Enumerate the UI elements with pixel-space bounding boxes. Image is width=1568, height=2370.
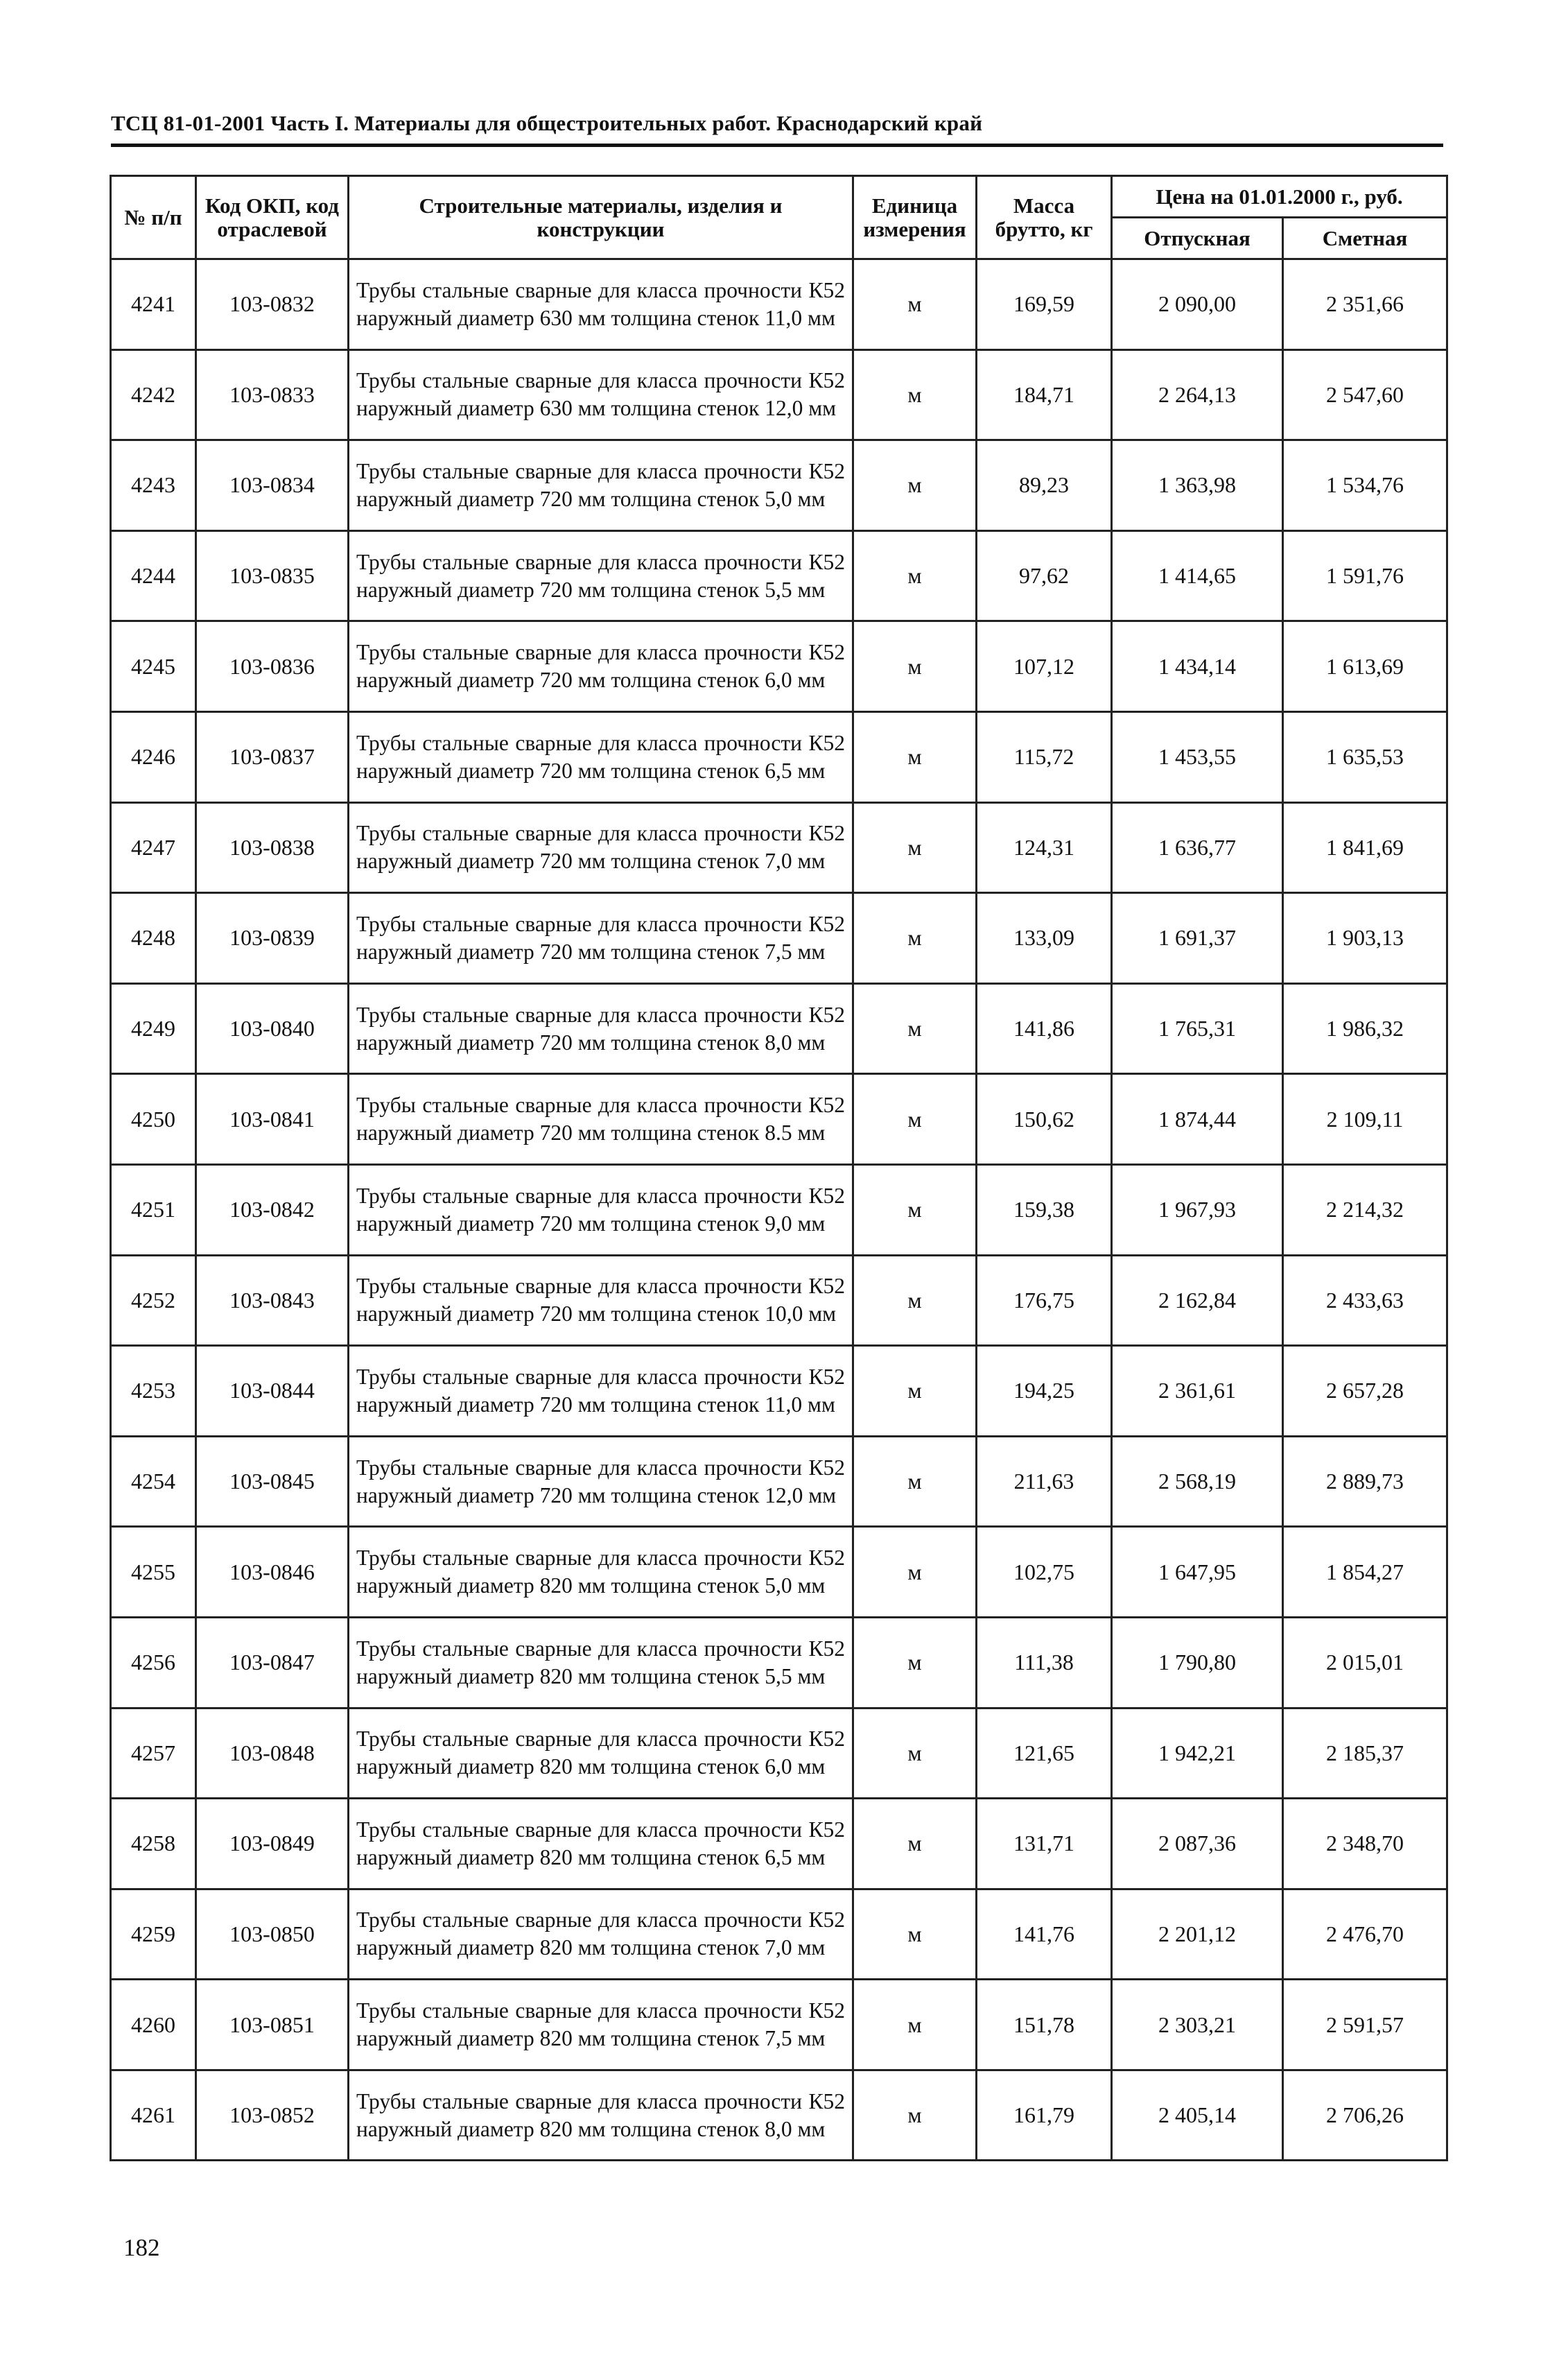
- row-number: 4254: [111, 1436, 196, 1527]
- estimate-price: 2 657,28: [1283, 1346, 1447, 1437]
- row-number: 4257: [111, 1708, 196, 1799]
- table-row: [111, 1436, 1447, 1527]
- row-number: 4260: [111, 1980, 196, 2070]
- gross-mass: 121,65: [977, 1708, 1112, 1799]
- estimate-price: 2 351,66: [1283, 259, 1447, 350]
- unit-of-measure: м: [853, 1799, 977, 1889]
- row-number: 4253: [111, 1346, 196, 1437]
- table-row: [111, 1799, 1447, 1889]
- okp-code: 103-0835: [196, 530, 349, 621]
- okp-code: 103-0832: [196, 259, 349, 350]
- release-price: 2 405,14: [1112, 2070, 1283, 2161]
- unit-of-measure: м: [853, 621, 977, 712]
- release-price: 2 090,00: [1112, 259, 1283, 350]
- table-row: [111, 1527, 1447, 1618]
- okp-code: 103-0833: [196, 349, 349, 440]
- gross-mass: 124,31: [977, 802, 1112, 893]
- gross-mass: 97,62: [977, 530, 1112, 621]
- row-number: 4245: [111, 621, 196, 712]
- gross-mass: 169,59: [977, 259, 1112, 350]
- table-row: [111, 802, 1447, 893]
- estimate-price: 1 635,53: [1283, 711, 1447, 802]
- row-number: 4246: [111, 711, 196, 802]
- col-header-num: № п/п: [111, 176, 196, 259]
- col-header-price-group: Цена на 01.01.2000 г., руб.: [1112, 176, 1447, 218]
- material-description: Трубы стальные сварные для класса прочности К52 наружный диаметр 820 мм толщина стенок 5,0 мм: [349, 1527, 853, 1618]
- material-description: Трубы стальные сварные для класса прочности К52 наружный диаметр 630 мм толщина стенок 11,0 мм: [349, 259, 853, 350]
- material-description: Трубы стальные сварные для класса прочности К52 наружный диаметр 720 мм толщина стенок 10,0 мм: [349, 1255, 853, 1346]
- material-description: Трубы стальные сварные для класса прочности К52 наружный диаметр 820 мм толщина стенок 7,5 мм: [349, 1980, 853, 2070]
- material-description: Трубы стальные сварные для класса прочности К52 наружный диаметр 820 мм толщина стенок 6,0 мм: [349, 1708, 853, 1799]
- okp-code: 103-0839: [196, 893, 349, 984]
- col-header-code: Код ОКП, код отраслевой: [196, 176, 349, 259]
- table-row: [111, 1889, 1447, 1980]
- estimate-price: 2 433,63: [1283, 1255, 1447, 1346]
- estimate-price: 2 889,73: [1283, 1436, 1447, 1527]
- unit-of-measure: м: [853, 259, 977, 350]
- release-price: 2 264,13: [1112, 349, 1283, 440]
- page-number: 182: [123, 2234, 160, 2261]
- gross-mass: 133,09: [977, 893, 1112, 984]
- release-price: 1 942,21: [1112, 1708, 1283, 1799]
- estimate-price: 1 591,76: [1283, 530, 1447, 621]
- release-price: 1 434,14: [1112, 621, 1283, 712]
- row-number: 4252: [111, 1255, 196, 1346]
- row-number: 4244: [111, 530, 196, 621]
- gross-mass: 159,38: [977, 1164, 1112, 1255]
- okp-code: 103-0834: [196, 440, 349, 531]
- release-price: 2 162,84: [1112, 1255, 1283, 1346]
- okp-code: 103-0849: [196, 1799, 349, 1889]
- estimate-price: 1 534,76: [1283, 440, 1447, 531]
- unit-of-measure: м: [853, 1346, 977, 1437]
- table-row: [111, 1346, 1447, 1437]
- row-number: 4255: [111, 1527, 196, 1618]
- estimate-price: 2 476,70: [1283, 1889, 1447, 1980]
- unit-of-measure: м: [853, 1164, 977, 1255]
- release-price: 2 201,12: [1112, 1889, 1283, 1980]
- okp-code: 103-0840: [196, 983, 349, 1074]
- material-description: Трубы стальные сварные для класса прочности К52 наружный диаметр 720 мм толщина стенок 11,0 мм: [349, 1346, 853, 1437]
- unit-of-measure: м: [853, 530, 977, 621]
- row-number: 4256: [111, 1617, 196, 1708]
- release-price: 1 874,44: [1112, 1074, 1283, 1165]
- material-description: Трубы стальные сварные для класса прочности К52 наружный диаметр 630 мм толщина стенок 12,0 мм: [349, 349, 853, 440]
- material-description: Трубы стальные сварные для класса прочности К52 наружный диаметр 820 мм толщина стенок 5,5 мм: [349, 1617, 853, 1708]
- unit-of-measure: м: [853, 1436, 977, 1527]
- release-price: 1 453,55: [1112, 711, 1283, 802]
- gross-mass: 211,63: [977, 1436, 1112, 1527]
- unit-of-measure: м: [853, 802, 977, 893]
- gross-mass: 141,86: [977, 983, 1112, 1074]
- release-price: 1 765,31: [1112, 983, 1283, 1074]
- gross-mass: 150,62: [977, 1074, 1112, 1165]
- estimate-price: 1 986,32: [1283, 983, 1447, 1074]
- col-header-price-estimate: Сметная: [1283, 218, 1447, 259]
- gross-mass: 89,23: [977, 440, 1112, 531]
- table-row: [111, 1074, 1447, 1165]
- row-number: 4250: [111, 1074, 196, 1165]
- release-price: 1 647,95: [1112, 1527, 1283, 1618]
- material-description: Трубы стальные сварные для класса прочности К52 наружный диаметр 720 мм толщина стенок 6,0 мм: [349, 621, 853, 712]
- table-row: [111, 259, 1447, 350]
- estimate-price: 1 854,27: [1283, 1527, 1447, 1618]
- estimate-price: 2 214,32: [1283, 1164, 1447, 1255]
- unit-of-measure: м: [853, 893, 977, 984]
- estimate-price: 2 015,01: [1283, 1617, 1447, 1708]
- row-number: 4241: [111, 259, 196, 350]
- release-price: 1 967,93: [1112, 1164, 1283, 1255]
- unit-of-measure: м: [853, 349, 977, 440]
- table-row: [111, 711, 1447, 802]
- release-price: 1 414,65: [1112, 530, 1283, 621]
- unit-of-measure: м: [853, 1708, 977, 1799]
- col-header-name: Строительные материалы, изделия и конструкции: [349, 176, 853, 259]
- gross-mass: 194,25: [977, 1346, 1112, 1437]
- gross-mass: 107,12: [977, 621, 1112, 712]
- material-description: Трубы стальные сварные для класса прочности К52 наружный диаметр 720 мм толщина стенок 7,0 мм: [349, 802, 853, 893]
- release-price: 2 303,21: [1112, 1980, 1283, 2070]
- okp-code: 103-0838: [196, 802, 349, 893]
- okp-code: 103-0848: [196, 1708, 349, 1799]
- estimate-price: 2 547,60: [1283, 349, 1447, 440]
- row-number: 4242: [111, 349, 196, 440]
- estimate-price: 2 706,26: [1283, 2070, 1447, 2161]
- row-number: 4261: [111, 2070, 196, 2161]
- table-row: [111, 440, 1447, 531]
- material-description: Трубы стальные сварные для класса прочности К52 наружный диаметр 720 мм толщина стенок 5,5 мм: [349, 530, 853, 621]
- okp-code: 103-0837: [196, 711, 349, 802]
- gross-mass: 111,38: [977, 1617, 1112, 1708]
- col-header-unit: Единица измерения: [853, 176, 977, 259]
- okp-code: 103-0836: [196, 621, 349, 712]
- estimate-price: 2 185,37: [1283, 1708, 1447, 1799]
- release-price: 2 361,61: [1112, 1346, 1283, 1437]
- okp-code: 103-0842: [196, 1164, 349, 1255]
- estimate-price: 1 613,69: [1283, 621, 1447, 712]
- okp-code: 103-0851: [196, 1980, 349, 2070]
- table-row: [111, 530, 1447, 621]
- row-number: 4258: [111, 1799, 196, 1889]
- table-row: [111, 1255, 1447, 1346]
- unit-of-measure: м: [853, 1255, 977, 1346]
- row-number: 4243: [111, 440, 196, 531]
- gross-mass: 184,71: [977, 349, 1112, 440]
- table-row: [111, 1708, 1447, 1799]
- table-row: [111, 621, 1447, 712]
- okp-code: 103-0846: [196, 1527, 349, 1618]
- okp-code: 103-0852: [196, 2070, 349, 2161]
- okp-code: 103-0850: [196, 1889, 349, 1980]
- unit-of-measure: м: [853, 1074, 977, 1165]
- release-price: 2 568,19: [1112, 1436, 1283, 1527]
- estimate-price: 1 903,13: [1283, 893, 1447, 984]
- material-description: Трубы стальные сварные для класса прочности К52 наружный диаметр 820 мм толщина стенок 7,0 мм: [349, 1889, 853, 1980]
- material-description: Трубы стальные сварные для класса прочности К52 наружный диаметр 720 мм толщина стенок 5,0 мм: [349, 440, 853, 531]
- estimate-price: 2 109,11: [1283, 1074, 1447, 1165]
- row-number: 4248: [111, 893, 196, 984]
- gross-mass: 115,72: [977, 711, 1112, 802]
- unit-of-measure: м: [853, 983, 977, 1074]
- material-description: Трубы стальные сварные для класса прочности К52 наружный диаметр 720 мм толщина стенок 12,0 мм: [349, 1436, 853, 1527]
- gross-mass: 161,79: [977, 2070, 1112, 2161]
- header-rule: [111, 144, 1443, 147]
- unit-of-measure: м: [853, 1617, 977, 1708]
- okp-code: 103-0843: [196, 1255, 349, 1346]
- col-header-price-release: Отпускная: [1112, 218, 1283, 259]
- okp-code: 103-0845: [196, 1436, 349, 1527]
- unit-of-measure: м: [853, 1889, 977, 1980]
- gross-mass: 151,78: [977, 1980, 1112, 2070]
- table-row: [111, 893, 1447, 984]
- okp-code: 103-0841: [196, 1074, 349, 1165]
- estimate-price: 1 841,69: [1283, 802, 1447, 893]
- estimate-price: 2 591,57: [1283, 1980, 1447, 2070]
- unit-of-measure: м: [853, 440, 977, 531]
- page-header: ТСЦ 81-01-2001 Часть I. Материалы для общестроительных работ. Краснодарский край: [111, 111, 983, 135]
- release-price: 1 636,77: [1112, 802, 1283, 893]
- okp-code: 103-0847: [196, 1617, 349, 1708]
- gross-mass: 176,75: [977, 1255, 1112, 1346]
- release-price: 2 087,36: [1112, 1799, 1283, 1889]
- table-row: [111, 983, 1447, 1074]
- release-price: 1 790,80: [1112, 1617, 1283, 1708]
- material-description: Трубы стальные сварные для класса прочности К52 наружный диаметр 820 мм толщина стенок 6,5 мм: [349, 1799, 853, 1889]
- gross-mass: 141,76: [977, 1889, 1112, 1980]
- release-price: 1 363,98: [1112, 440, 1283, 531]
- material-description: Трубы стальные сварные для класса прочности К52 наружный диаметр 720 мм толщина стенок 8.5 мм: [349, 1074, 853, 1165]
- release-price: 1 691,37: [1112, 893, 1283, 984]
- unit-of-measure: м: [853, 2070, 977, 2161]
- estimate-price: 2 348,70: [1283, 1799, 1447, 1889]
- row-number: 4247: [111, 802, 196, 893]
- material-description: Трубы стальные сварные для класса прочности К52 наружный диаметр 720 мм толщина стенок 6,5 мм: [349, 711, 853, 802]
- price-table: [110, 175, 1448, 2161]
- gross-mass: 102,75: [977, 1527, 1112, 1618]
- table-row: [111, 1980, 1447, 2070]
- material-description: Трубы стальные сварные для класса прочности К52 наружный диаметр 720 мм толщина стенок 8,0 мм: [349, 983, 853, 1074]
- unit-of-measure: м: [853, 711, 977, 802]
- row-number: 4259: [111, 1889, 196, 1980]
- table-row: [111, 349, 1447, 440]
- unit-of-measure: м: [853, 1980, 977, 2070]
- table-row: [111, 1617, 1447, 1708]
- table-row: [111, 2070, 1447, 2161]
- material-description: Трубы стальные сварные для класса прочности К52 наружный диаметр 820 мм толщина стенок 8,0 мм: [349, 2070, 853, 2161]
- table-row: [111, 1164, 1447, 1255]
- col-header-mass: Масса брутто, кг: [977, 176, 1112, 259]
- gross-mass: 131,71: [977, 1799, 1112, 1889]
- material-description: Трубы стальные сварные для класса прочности К52 наружный диаметр 720 мм толщина стенок 7,5 мм: [349, 893, 853, 984]
- unit-of-measure: м: [853, 1527, 977, 1618]
- row-number: 4249: [111, 983, 196, 1074]
- material-description: Трубы стальные сварные для класса прочности К52 наружный диаметр 720 мм толщина стенок 9,0 мм: [349, 1164, 853, 1255]
- row-number: 4251: [111, 1164, 196, 1255]
- okp-code: 103-0844: [196, 1346, 349, 1437]
